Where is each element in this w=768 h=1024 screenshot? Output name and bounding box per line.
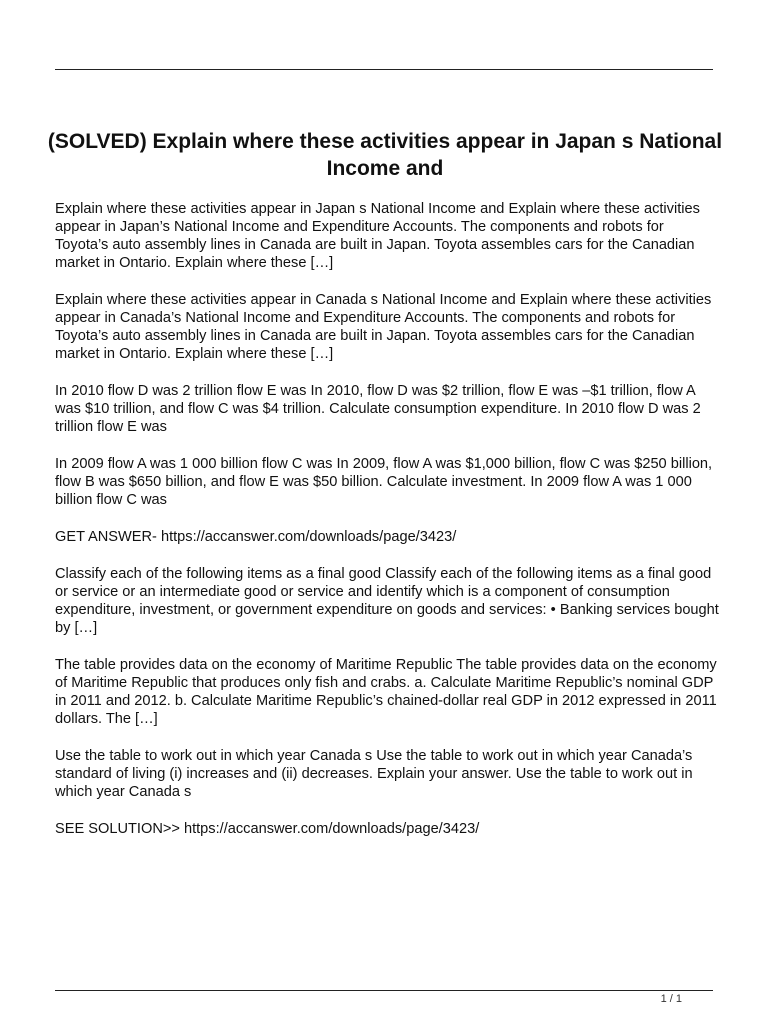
paragraph: Explain where these activities appear in Canada s National Income and Explain where these activities appear in Canada’s National Income and Expenditure Accounts. The components and robots for Toyota’s auto assembly lines in Canada are built in Japan. Toyota assembles cars for the Canadian market in Ontario. Explain where these […] [55, 292, 712, 362]
paragraph: Use the table to work out in which year Canada s Use the table to work out in which year Canada’s standard of living (i) increases and (ii) decreases. Explain your answer. Use the table to work out in which year Canada s [55, 748, 693, 800]
bottom-divider [55, 990, 713, 991]
paragraph: Classify each of the following items as a final good Classify each of the following items as a final good or service or an intermediate good or service and identify which is a component of consumption expenditure, investment, or government expenditure on goods and services: • Banking services bought by […] [55, 566, 719, 636]
document-body [55, 200, 719, 857]
page-number: 1 / 1 [660, 993, 682, 1005]
paragraph: Explain where these activities appear in Japan s National Income and Explain where these activities appear in Japan’s National Income and Expenditure Accounts. The components and robots for Toyota’s auto assembly lines in Canada are built in Japan. Toyota assembles cars for the Canadian market in Ontario. Explain where these […] [55, 201, 700, 271]
paragraph: The table provides data on the economy of Maritime Republic The table provides data on the economy of Maritime Republic that produces only fish and crabs. a. Calculate Maritime Republic’s nominal GDP in 2011 and 2012. b. Calculate Maritime Republic’s chained-dollar real GDP in 2012 expressed in 2011 dollars. The […] [55, 657, 717, 727]
paragraph: In 2010 flow D was 2 trillion flow E was In 2010, flow D was $2 trillion, flow E was –$1 trillion, flow A was $10 trillion, and flow C was $4 trillion. Calculate consumption expenditure. In 2010 flow D was 2 trillion flow E was [55, 383, 701, 435]
top-divider [55, 69, 713, 70]
get-answer-link[interactable]: GET ANSWER- https://accanswer.com/downloads/page/3423/ [55, 529, 457, 545]
paragraph: In 2009 flow A was 1 000 billion flow C was In 2009, flow A was $1,000 billion, flow C was $250 billion, flow B was $650 billion, and flow E was $50 billion. Calculate investment. In 2009 flow A was 1 000 billion flow C was [55, 456, 713, 508]
page-title: (SOLVED) Explain where these activities appear in Japan s National Income and [47, 130, 723, 180]
see-solution-link[interactable]: SEE SOLUTION>> https://accanswer.com/downloads/page/3423/ [55, 821, 480, 837]
